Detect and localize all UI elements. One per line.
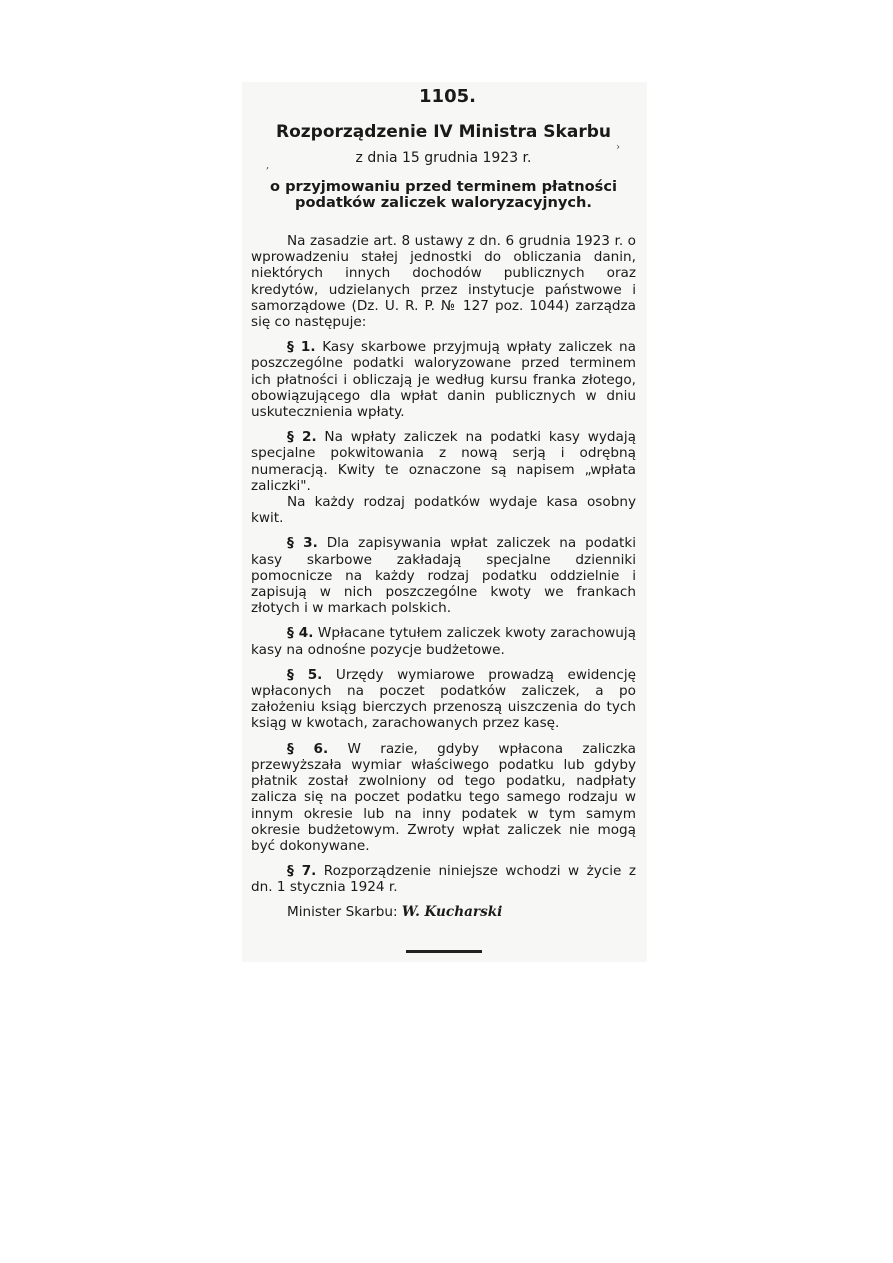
scan-speck: › [616, 142, 620, 153]
section-6 [251, 741, 636, 854]
section-2 [251, 429, 636, 494]
section-text: Kasy skarbowe przyjmują wpłaty zaliczek na poszczególne podatki waloryzowane przed terminem ich płatności i obliczają je według kursu franka złotego, obowiązującego dla wpłat danin publicznych w dniu uskutecznienia wpłaty. [251, 339, 637, 421]
section-label: § 5. [287, 666, 323, 683]
document-subject: o przyjmowaniu przed terminem płatności podatków zaliczek waloryzacyjnych. [269, 178, 618, 211]
section-label: § 3. [287, 535, 318, 552]
document-date: z dnia 15 grudnia 1923 r. [355, 150, 532, 166]
section-text: Na wpłaty zaliczek na podatki kasy wydają specjalne pokwitowania z nową serją i odrębną numeracją. Kwity te oznaczone są napisem „wpłata zaliczki". [251, 429, 636, 494]
section-label: § 2. [287, 429, 317, 446]
section-label: § 4. [287, 625, 314, 642]
section-text: Urzędy wymiarowe prowadzą ewidencję wpłaconych na poczet podatków zaliczek, a po założeniu ksiąg bierczych przenoszą uiszczenia do tych ksiąg w kwotach, zarachowanych przez kasę. [251, 666, 636, 732]
section-text: Dla zapisywania wpłat zaliczek na podatki kasy skarbowe zakładają specjalne dzienniki pomocnicze na każdy rodzaj podatku oddzielnie i zapisują w nich poszczególne kwoty we frankach złotych i w markach polskich. [251, 535, 637, 617]
section-1 [251, 339, 636, 420]
section-text: W razie, gdyby wpłacona zaliczka przewyższała wymiar właściwego podatku lub gdyby płatnik został zwolniony od tego podatku, nadpłaty zalicza się na poczet podatku tego samego rodzaju w innym okresie lub na inny podatek w tym samym okresie budżetowym. Zwroty wpłat zaliczek nie mogą być dokonywane. [251, 740, 636, 854]
section-text: Wpłacane tytułem zaliczek kwoty zarachowują kasy na odnośne pozycje budżetowe. [251, 625, 636, 658]
section-3 [251, 535, 636, 616]
closing-rule [406, 950, 482, 953]
section-label: § 1. [287, 339, 316, 356]
document-title: Rozporządzenie IV Ministra Skarbu [275, 122, 611, 142]
scan-speck: , [266, 160, 270, 171]
signature-label: Minister Skarbu: [287, 903, 398, 920]
section-text: Na każdy rodzaj podatków wydaje kasa osobny kwit. [251, 494, 636, 527]
signature [251, 904, 636, 920]
section-2-continued [251, 494, 636, 526]
preamble: Na zasadzie art. 8 ustawy z dn. 6 grudnia 1923 r. o wprowadzeniu stałej jednostki do obliczania danin, niektórych innych dochodów publicznych oraz kredytów, udzielanych przez instytucje państwowe i samorządowe (Dz. U. R. P. № 127 poz. 1044) zarządza się co następuje: [251, 233, 636, 331]
section-5 [251, 667, 636, 732]
section-text: Rozporządzenie niniejsze wchodzi w życie z dn. 1 stycznia 1924 r. [251, 863, 636, 896]
section-label: § 6. [287, 740, 329, 757]
document-number: 1105. [419, 86, 476, 107]
section-7 [251, 863, 636, 895]
signature-name: W. Kucharski [401, 903, 503, 920]
section-4 [251, 625, 636, 657]
document-body [251, 86, 636, 920]
section-label: § 7. [287, 863, 317, 880]
